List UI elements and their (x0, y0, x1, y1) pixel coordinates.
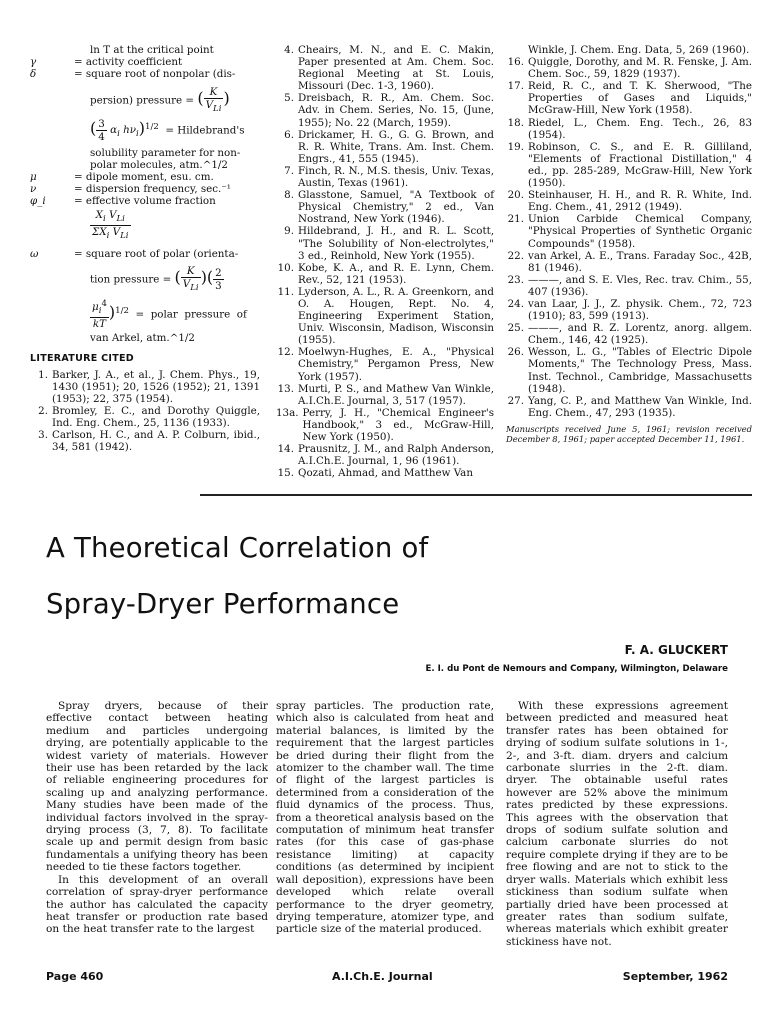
reference-item (30, 429, 260, 453)
reference-item (506, 189, 752, 213)
reference-number: 26. (507, 346, 524, 359)
reference-text: Steinhauser, H. H., and R. R. White, Ind. Eng. Chem., 41, 2912 (1949). (528, 189, 752, 214)
reference-item (506, 44, 752, 56)
paragraph: With these expressions agreement between predicted and measured heat transfer rates has been obtained for drying of sodium sulfate solutions in 1-, 2-, and 3-ft. diam. dryers and calcium carbonate slurries in the 2-ft. diam. dryer. The obtainable useful rates however are 52% above the minimum rates predicted by these expressions. This agrees with the observation that drops of sodium sulfate solution and calcium carbonate slurries do not require complete drying if they are to be free flowing and are not to stick to the dryer walls. Materials which exhibit less stickiness than sodium sulfate when partially dried have been processed at greater rates than sodium sulfate, whereas materials which exhibit greater stickiness have not. (506, 700, 728, 948)
section-divider (200, 494, 752, 496)
symbol-delta: δ (30, 68, 37, 81)
reference-number: 6. (284, 128, 294, 141)
reference-text: Riedel, L., Chem. Eng. Tech., 26, 83 (1954). (528, 116, 752, 141)
symbol-gamma: γ (30, 56, 37, 69)
nomenclature-entry (30, 195, 260, 207)
symbol-omega: ω (30, 248, 39, 261)
reference-number: 7. (284, 164, 294, 177)
reference-number: 17. (507, 80, 524, 93)
reference-text: Hildebrand, J. H., and R. L. Scott, "The Solubility of Non-electrolytes," 3 ed., Reinhold, New York (1955). (298, 225, 494, 262)
references-list (506, 44, 752, 419)
nomenclature-entry (30, 171, 260, 183)
reference-text: Wesson, L. G., "Tables of Electric Dipole Moments," The Technology Press, Mass. Inst. Technol., Cambridge, Massachusetts (1948). (528, 346, 752, 395)
reference-text: van Arkel, A. E., Trans. Faraday Soc., 42B, 81 (1946). (528, 249, 752, 274)
reference-item (506, 80, 752, 116)
reference-item (30, 369, 260, 405)
reference-item (506, 141, 752, 189)
reference-text: Reid, R. C., and T. K. Sherwood, "The Properties of Gases and Liquids," McGraw-Hill, New York (1958). (528, 80, 752, 117)
reference-item (276, 225, 494, 261)
affiliation: E. I. du Pont de Nemours and Company, Wilmington, Delaware (425, 664, 728, 674)
reference-number: 23. (507, 273, 524, 286)
reference-number: 20. (507, 189, 524, 202)
reference-item (506, 346, 752, 394)
reference-number: 2. (38, 404, 48, 417)
article-title-line-1: A Theoretical Correlation of (46, 532, 429, 564)
article-title-line-2: Spray-Dryer Performance (46, 588, 400, 620)
references-list (276, 44, 494, 479)
reference-item (506, 117, 752, 141)
nomenclature-entry (30, 56, 260, 68)
reference-number: 18. (507, 116, 524, 129)
definition: polar molecules, atm.^1/2 (90, 158, 228, 171)
reference-number: 21. (507, 213, 524, 226)
reference-item (276, 346, 494, 382)
reference-number: 24. (507, 297, 524, 310)
reference-number: 22. (507, 249, 524, 262)
reference-text: Prausnitz, J. M., and Ralph Anderson, A.I.Ch.E. Journal, 1, 96 (1961). (298, 443, 494, 468)
reference-item (276, 467, 494, 479)
equation-line: ( $\frac{3}{4}$ $\alpha_i$ $h\nu_i)^{1/2}$ = Hildebrand's (90, 117, 245, 143)
reference-item (30, 405, 260, 429)
reference-text: Barker, J. A., et al., J. Chem. Phys., 19, 1430 (1951); 20, 1526 (1952); 21, 1391 (1953); 22, 375 (1954). (52, 368, 260, 405)
reference-number: 3. (38, 429, 48, 442)
reference-text: Kobe, K. A., and R. E. Lynn, Chem. Rev., 52, 121 (1953). (298, 261, 494, 286)
nomenclature-entry (30, 44, 260, 56)
nomenclature-entry (30, 68, 260, 80)
reference-item (276, 286, 494, 346)
reference-number (506, 44, 528, 56)
definition: = dipole moment, esu. cm. (74, 170, 214, 183)
reference-number: 11. (277, 285, 294, 298)
reference-text: ———, and R. Z. Lorentz, anorg. allgem. Chem., 146, 42 (1925). (528, 322, 752, 347)
manuscript-note: Manuscripts received June 5, 1961; revision received December 8, 1961; paper accepted December 11, 1961. (506, 423, 752, 444)
reference-item (276, 129, 494, 165)
nomenclature-entry (30, 183, 260, 195)
reference-number: 13. (277, 382, 294, 395)
reference-text: Robinson, C. S., and E. R. Gilliland, "Elements of Fractional Distillation," 4 ed., pp. 285-289, McGraw-Hill, New York (1950). (528, 140, 752, 190)
reference-number: 13a. (276, 406, 299, 419)
equation-line: $\frac{\mu_i^4}{kT}$ )$^{1/2}$ = polar pressure of (92, 298, 247, 331)
reference-item (276, 165, 494, 189)
reference-item (276, 262, 494, 286)
reference-item (506, 322, 752, 346)
reference-text: Carlson, H. C., and A. P. Colburn, ibid., 34, 581 (1942). (52, 429, 260, 454)
reference-text: Bromley, E. C., and Dorothy Quiggle, Ind. Eng. Chem., 25, 1136 (1933). (52, 404, 260, 429)
references-column (506, 44, 752, 444)
reference-item (276, 407, 494, 443)
issue-date: September, 1962 (622, 970, 728, 983)
equation-line: persion) pressure = ( $\frac{K}{V_{Li}}$ ) (90, 86, 230, 115)
reference-text: Murti, P. S., and Mathew Van Winkle, A.I.Ch.E. Journal, 3, 517 (1957). (298, 382, 494, 407)
reference-number: 19. (507, 140, 524, 153)
journal-name: A.I.Ch.E. Journal (332, 970, 433, 983)
reference-number: 4. (284, 44, 294, 56)
reference-number: 9. (284, 225, 294, 238)
body-column-3 (506, 700, 728, 948)
definition: = square root of polar (orienta- (74, 248, 239, 261)
reference-number: 27. (507, 394, 524, 407)
reference-item (506, 250, 752, 274)
reference-item (506, 56, 752, 80)
reference-item (276, 92, 494, 128)
reference-number: 1. (38, 368, 48, 381)
paragraph: spray particles. The production rate, which also is calculated from heat and material balances, is limited by the requirement that the largest particles be dried during their flight from the atomizer to the chamber wall. The time of flight of the largest particles is determined from a consideration of the fluid dynamics of the process. Thus, from a theoretical analysis based on the computation of minimum heat transfer rates (for this case of gas-phase resistance limiting) at capacity conditions (as determined by incipient wall deposition), expressions have been developed which relate overall performance to the dryer geometry, drying temperature, atomizer type, and particle size of the material produced. (276, 700, 494, 936)
reference-item (276, 383, 494, 407)
reference-text: Drickamer, H. G., G. G. Brown, and R. R. White, Trans. Am. Inst. Chem. Engrs., 41, 555 (1945). (298, 128, 494, 165)
equation-line: tion pressure = ( $\frac{K}{V_{Li}}$ )( $\frac{2}{3}$ (90, 264, 222, 293)
reference-text: Yang, C. P., and Matthew Van Winkle, Ind. Eng. Chem., 47, 293 (1935). (528, 394, 752, 419)
reference-text: Quiggle, Dorothy, and M. R. Fenske, J. Am. Chem. Soc., 59, 1829 (1937). (528, 56, 752, 81)
reference-text: Union Carbide Chemical Company, "Physical Properties of Synthetic Organic Compounds" (1958). (528, 213, 752, 250)
author: F. A. GLUCKERT (624, 643, 728, 657)
page-number: Page 460 (46, 970, 104, 983)
reference-number: 12. (277, 346, 294, 359)
nomenclature-entry (30, 248, 260, 260)
definition: van Arkel, atm.^1/2 (90, 332, 195, 345)
reference-text: van Laar, J. J., Z. physik. Chem., 72, 723 (1910); 83, 599 (1913). (528, 297, 752, 323)
reference-item (506, 298, 752, 322)
reference-text: Finch, R. N., M.S. thesis, Univ. Texas, Austin, Texas (1961). (298, 164, 494, 190)
reference-text: Winkle, J. Chem. Eng. Data, 5, 269 (1960). (528, 44, 750, 56)
symbol-nu: ν (30, 182, 37, 195)
reference-item (276, 443, 494, 467)
nomenclature-column (30, 44, 260, 453)
definition: ln T at the critical point (90, 44, 214, 56)
reference-text: Qozati, Ahmad, and Matthew Van (298, 467, 473, 480)
reference-number: 10. (277, 261, 294, 274)
reference-number: 25. (507, 322, 524, 335)
reference-text: Moelwyn-Hughes, E. A., "Physical Chemistry," Pergamon Press, New York (1957). (298, 346, 494, 383)
paragraph: In this development of an overall correlation of spray-dryer performance the author has calculated the capacity heat transfer or production rate based on the heat transfer rate to the largest (46, 873, 268, 936)
symbol (30, 44, 62, 56)
reference-item (506, 213, 752, 249)
reference-text: ———, and S. E. Vles, Rec. trav. Chim., 55, 407 (1936). (528, 273, 752, 298)
definition: = square root of nonpolar (dis- (74, 68, 236, 81)
reference-number: 16. (507, 56, 524, 69)
literature-heading: LITERATURE CITED (30, 352, 134, 364)
reference-item (276, 189, 494, 225)
reference-number: 5. (284, 92, 294, 105)
reference-number: 14. (277, 443, 294, 456)
reference-number: 15. (277, 467, 294, 480)
reference-text: Glasstone, Samuel, "A Textbook of Physical Chemistry," 2 ed., Van Nostrand, New York (1946). (298, 189, 494, 226)
reference-text: Perry, J. H., "Chemical Engineer's Handbook," 3 ed., McGraw-Hill, New York (1950). (302, 406, 494, 443)
body-column-1 (46, 700, 268, 936)
reference-number: 8. (284, 189, 294, 202)
definition: = dispersion frequency, sec.⁻¹ (74, 182, 231, 195)
symbol-phi: φ_i (30, 195, 46, 208)
references-list (30, 369, 260, 454)
definition: solubility parameter for non- (90, 146, 241, 159)
definition: = effective volume fraction (74, 195, 216, 208)
definition: = activity coefficient (74, 56, 183, 69)
reference-item (506, 274, 752, 298)
reference-text: Dreisbach, R. R., Am. Chem. Soc. Adv. in Chem. Series, No. 15, (June, 1955); No. 22 (March, 1959). (298, 92, 494, 129)
reference-text: Cheairs, M. N., and E. C. Makin, Paper presented at Am. Chem. Soc. Regional Meeting at St. Louis, Missouri (Dec. 1-3, 1960). (298, 44, 494, 93)
body-column-2 (276, 700, 494, 936)
symbol-mu: μ (30, 170, 37, 183)
reference-text: Lyderson, A. L., R. A. Greenkorn, and O. A. Hougen, Rept. No. 4, Engineering Experiment Station, Univ. Wisconsin, Madison, Wisconsin (1955). (298, 285, 494, 347)
reference-item (276, 44, 494, 92)
paragraph: Spray dryers, because of their effective contact between heating medium and particles undergoing drying, are potentially applicable to the widest variety of materials. However their use has been retarded by the lack of reliable engineering procedures for scaling up and analyzing performance. Many studies have been made of the individual factors involved in the spray-drying process (3, 7, 8). To facilitate scale up and permit design from basic fundamentals a unifying theory has been needed to tie these factors together. (46, 700, 268, 874)
equation-line: $\frac{X_i V_{Li}}{\Sigma X_i V_{Li}}$ (92, 209, 129, 242)
reference-item (506, 395, 752, 419)
